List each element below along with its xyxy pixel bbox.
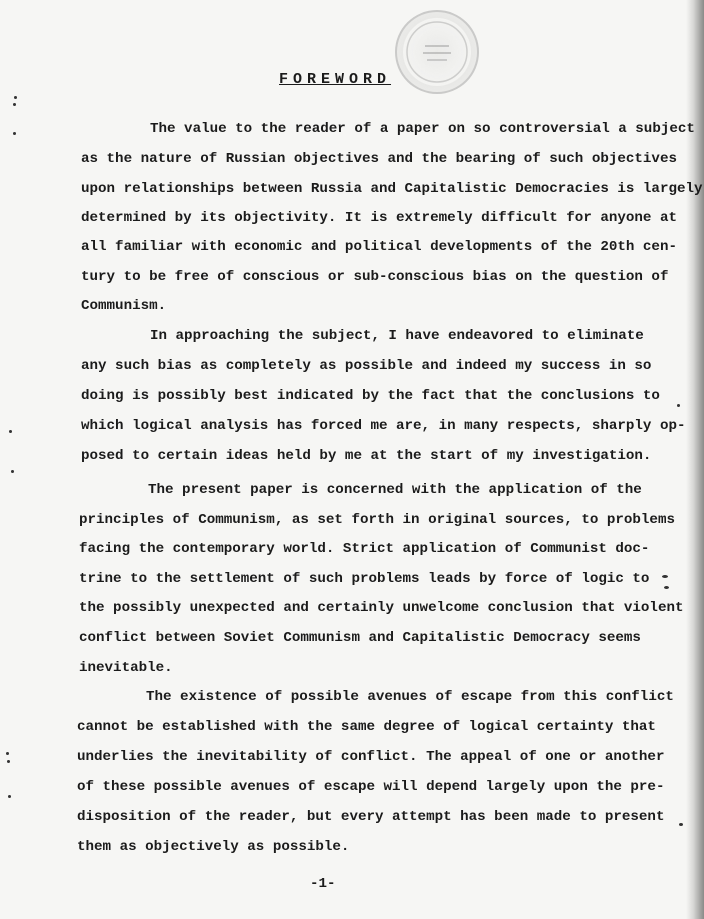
text-line: principles of Communism, as set forth in original sources, to problems	[79, 512, 675, 528]
text-line: The existence of possible avenues of escape from this conflict	[146, 689, 674, 705]
scan-speck	[679, 823, 683, 826]
scan-speck	[11, 470, 14, 473]
scan-speck	[6, 752, 9, 755]
scan-speck	[7, 760, 10, 763]
text-line: them as objectively as possible.	[77, 839, 350, 855]
text-line: the possibly unexpected and certainly unwelcome conclusion that violent	[79, 600, 684, 616]
scan-speck	[677, 404, 680, 407]
scan-speck	[662, 575, 668, 578]
text-line: tury to be free of conscious or sub-conscious bias on the question of	[81, 269, 669, 285]
text-line: upon relationships between Russia and Capitalistic Democracies is largely	[81, 181, 703, 197]
text-line: of these possible avenues of escape will depend largely upon the pre-	[77, 779, 665, 795]
text-line: disposition of the reader, but every attempt has been made to present	[77, 809, 665, 825]
text-line: cannot be established with the same degree of logical certainty that	[77, 719, 656, 735]
scan-speck	[664, 586, 669, 589]
text-line: posed to certain ideas held by me at the start of my investigation.	[81, 448, 652, 464]
text-line: inevitable.	[79, 660, 173, 676]
text-line: which logical analysis has forced me are, in many respects, sharply op-	[81, 418, 686, 434]
scan-speck	[14, 96, 17, 99]
text-line: underlies the inevitability of conflict. The appeal of one or another	[77, 749, 665, 765]
text-line: The present paper is concerned with the application of the	[148, 482, 642, 498]
text-line: doing is possibly best indicated by the fact that the conclusions to	[81, 388, 660, 404]
text-line: Communism.	[81, 298, 167, 314]
scan-speck	[13, 132, 16, 135]
text-line: all familiar with economic and political developments of the 20th cen-	[81, 239, 677, 255]
archive-stamp-icon	[395, 10, 479, 94]
text-line: any such bias as completely as possible and indeed my success in so	[81, 358, 652, 374]
text-line: as the nature of Russian objectives and the bearing of such objectives	[81, 151, 677, 167]
scan-speck	[8, 795, 11, 798]
scan-speck	[9, 430, 12, 433]
scan-speck	[13, 103, 16, 106]
text-line: trine to the settlement of such problems leads by force of logic to	[79, 571, 650, 587]
text-line: determined by its objectivity. It is extremely difficult for anyone at	[81, 210, 677, 226]
text-line: In approaching the subject, I have endeavored to eliminate	[150, 328, 644, 344]
text-line: facing the contemporary world. Strict application of Communist doc-	[79, 541, 650, 557]
page-number: -1-	[310, 876, 336, 892]
text-line: conflict between Soviet Communism and Capitalistic Democracy seems	[79, 630, 641, 646]
page-heading: FOREWORD	[279, 71, 392, 88]
text-line: The value to the reader of a paper on so controversial a subject	[150, 121, 695, 137]
